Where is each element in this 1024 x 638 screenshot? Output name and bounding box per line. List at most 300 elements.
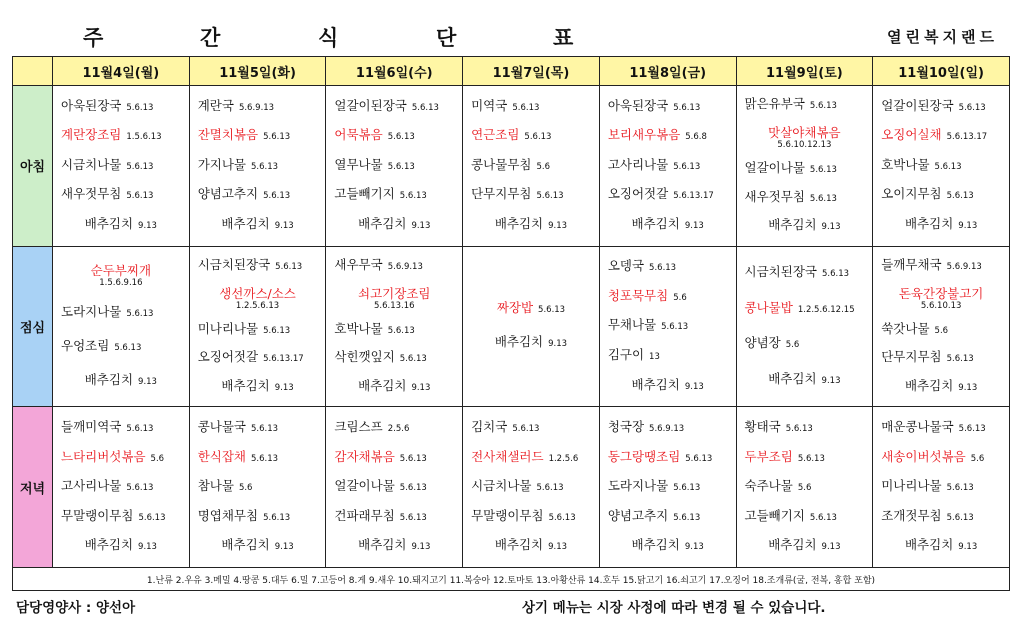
day-header: 11월10일(일) (873, 57, 1010, 86)
day-header: 11월5일(화) (189, 57, 326, 86)
menu-item (190, 257, 326, 275)
menu-item-name: 무말랭이무침 (471, 507, 544, 523)
allergen-code: 9.13 (958, 382, 978, 393)
menu-item (326, 157, 462, 175)
meal-row (13, 86, 1010, 247)
menu-item (190, 127, 326, 145)
menu-item (190, 419, 326, 437)
allergen-code: 5.6.13 (958, 102, 986, 113)
page-title (0, 22, 640, 52)
menu-item-name: 보리새우볶음 (607, 127, 681, 143)
menu-cell (736, 407, 873, 568)
menu-item (873, 216, 1009, 234)
menu-item (737, 371, 873, 389)
allergen-code: 5.6.13 (126, 483, 154, 494)
allergen-code: 5.6.13 (251, 423, 279, 434)
allergen-code: 5.6.13 (809, 193, 837, 204)
menu-item (326, 257, 462, 275)
allergen-code: 5.6.13 (538, 305, 566, 316)
menu-item-name: 얼갈이된장국 (334, 97, 407, 113)
allergen-code: 1.2.5.6 (548, 453, 579, 464)
allergen-code: 5.6.13 (399, 512, 427, 523)
menu-item (737, 537, 873, 555)
allergen-code: 5.6.13 (673, 102, 701, 113)
menu-item (53, 98, 189, 116)
allergen-code: 5.6 (673, 292, 687, 303)
menu-item-name: 한식잡채 (197, 448, 247, 464)
allergen-code: 5.6.13 (275, 262, 303, 273)
menu-item (190, 449, 326, 467)
menu-item (53, 419, 189, 437)
allergen-code: 5.6.13 (399, 191, 427, 202)
allergen-code: 5.6 (150, 453, 165, 464)
allergen-code: 1.2.5.6.12.15 (797, 304, 855, 315)
menu-item (600, 288, 736, 306)
menu-item-name: 배추김치 (768, 537, 817, 553)
allergen-code: 5.6.8 (685, 132, 707, 143)
menu-item-name: 새우젓무침 (61, 186, 122, 202)
allergen-code: 9.13 (958, 221, 978, 232)
menu-item (53, 449, 189, 467)
menu-item-name: 명엽채무침 (197, 507, 259, 523)
menu-item-name: 배추김치 (494, 537, 544, 553)
dietitian-name: 담당영양사 : 양선아 (16, 600, 136, 616)
allergen-code: 5.6.13 (126, 102, 154, 113)
menu-item (190, 378, 326, 396)
menu-item (873, 98, 1009, 116)
title-char: 주 (83, 26, 104, 50)
menu-item-name: 생선까스/소스 (219, 285, 296, 301)
menu-item-name: 단무지무침 (881, 349, 942, 365)
allergen-code: 9.13 (821, 542, 841, 553)
allergen-code: 5.6 (238, 483, 253, 494)
meal-label: 아침 (13, 86, 53, 247)
allergen-code: 5.6 (536, 161, 551, 172)
allergen-code: 5.6.13 (251, 161, 279, 172)
allergen-code: 9.13 (274, 221, 294, 232)
menu-cell (463, 86, 600, 247)
allergen-code: 9.13 (548, 221, 568, 232)
menu-item (873, 419, 1009, 437)
day-header: 11월6일(수) (326, 57, 463, 86)
menu-item (463, 478, 599, 496)
menu-item (53, 263, 189, 288)
menu-item (463, 216, 599, 234)
title-char: 단 (436, 26, 457, 50)
allergen-code: 1.5.6.13 (126, 132, 162, 143)
menu-cell (873, 246, 1010, 407)
menu-item (600, 537, 736, 555)
menu-item-name: 황태국 (744, 418, 781, 434)
allergen-code: 9.13 (821, 222, 841, 233)
menu-cell (53, 86, 190, 247)
allergen-code: 5.6.13 (685, 453, 713, 464)
allergen-code: 5.6.13 (785, 423, 813, 434)
title-char: 식 (318, 26, 339, 50)
allergen-code: 9.13 (138, 221, 157, 232)
allergen-code: 9.13 (548, 542, 568, 553)
menu-item-name: 배추김치 (358, 216, 407, 232)
menu-item-name: 배추김치 (904, 537, 954, 553)
menu-item-name: 순두부찌개 (90, 262, 152, 278)
menu-item (737, 217, 873, 235)
menu-item (53, 304, 189, 322)
allergen-code: 9.13 (548, 339, 568, 350)
menu-item (326, 216, 462, 234)
menu-item-name: 양념고추지 (607, 507, 669, 523)
menu-item-name: 조개젓무침 (881, 507, 942, 523)
menu-item-name: 배추김치 (494, 334, 544, 350)
menu-item-name: 삭힌깻잎지 (334, 349, 395, 365)
menu-item (600, 216, 736, 234)
allergen-code: 13 (649, 352, 660, 363)
menu-item-name: 도라지나물 (61, 303, 122, 319)
menu-item (326, 449, 462, 467)
menu-item (600, 449, 736, 467)
day-header: 11월4일(월) (53, 57, 190, 86)
menu-item (737, 508, 873, 526)
menu-item-name: 건파래무침 (334, 507, 395, 523)
allergen-code: 9.13 (138, 542, 157, 553)
menu-item-name: 얼갈이나물 (334, 478, 395, 494)
menu-item (463, 157, 599, 175)
menu-item-name: 쑥갓나물 (881, 320, 930, 336)
menu-item (463, 98, 599, 116)
menu-item-name: 배추김치 (221, 377, 270, 393)
allergen-code: 9.13 (274, 382, 294, 393)
menu-item-name: 배추김치 (631, 537, 680, 553)
menu-cell (736, 246, 873, 407)
menu-cell (873, 407, 1010, 568)
menu-item-name: 얼갈이나물 (744, 160, 805, 176)
menu-cell (599, 246, 736, 407)
header-corner (13, 57, 53, 86)
menu-item (463, 334, 599, 352)
menu-item (600, 419, 736, 437)
menu-item-name: 배추김치 (768, 217, 817, 233)
meal-label: 점심 (13, 246, 53, 407)
menu-item (53, 537, 189, 555)
menu-item-name: 호박나물 (881, 156, 930, 172)
menu-item-name: 고사리나물 (607, 156, 669, 172)
menu-item-name: 오징어젓갈 (197, 349, 259, 365)
allergen-code: 5.6.9.13 (238, 102, 275, 113)
menu-item-name: 고들빼기지 (334, 186, 395, 202)
title-char: 표 (553, 26, 574, 50)
menu-item-name: 오이지무침 (881, 186, 942, 202)
menu-item-name: 콩나물무침 (471, 156, 532, 172)
menu-item-name: 콩나물국 (197, 418, 247, 434)
menu-item-name: 양념장 (744, 335, 781, 351)
menu-item-name: 콩나물밥 (744, 299, 793, 315)
menu-item (600, 98, 736, 116)
menu-item-name: 오뎅국 (607, 258, 645, 274)
allergen-code: 5.6.13 (524, 132, 552, 143)
menu-item-name: 쇠고기장조림 (358, 285, 431, 301)
menu-item (737, 300, 873, 318)
allergen-code: 5.6.13 (399, 483, 427, 494)
menu-item-name: 두부조림 (744, 448, 793, 464)
allergen-code: 9.13 (138, 377, 157, 388)
menu-item (873, 478, 1009, 496)
menu-item (600, 127, 736, 145)
menu-item (326, 286, 462, 311)
menu-item (326, 186, 462, 204)
allergen-code: 5.6.13 (797, 453, 825, 464)
allergen-code: 5.6 (785, 340, 800, 351)
day-header-row (13, 57, 1010, 86)
allergen-code: 5.6.13 (126, 161, 154, 172)
menu-item-name: 호박나물 (334, 320, 383, 336)
allergen-code: 2.5.6 (387, 423, 410, 434)
allergen-code: 9.13 (821, 375, 841, 386)
allergen-code: 5.6.13 (114, 343, 142, 354)
menu-item (873, 286, 1009, 311)
menu-item (873, 186, 1009, 204)
menu-item-name: 얼갈이된장국 (881, 97, 954, 113)
menu-item (737, 160, 873, 178)
menu-item (600, 377, 736, 395)
allergen-code: 5.6.13 (946, 512, 974, 523)
allergy-note: 1.난류 2.우유 3.메밀 4.땅콩 5.대두 6.밀 7.고등어 8.게 9.새우 10.돼지고기 11.복숭아 12.토마토 13.아황산류 14.호두 15.닭고기 16.쇠고기 17.오징어 18.조개류(굴, 전복, 홍합 포함) (13, 568, 1010, 591)
allergen-code: 5.6.13 (399, 354, 427, 365)
allergen-code: 5.6.13 (958, 423, 986, 434)
allergen-code: 5.6.13 (411, 102, 439, 113)
menu-item-name: 고사리나물 (61, 478, 122, 494)
menu-item (53, 216, 189, 234)
menu-item (873, 321, 1009, 339)
menu-item (873, 257, 1009, 275)
menu-item (873, 508, 1009, 526)
menu-item-name: 연근조림 (471, 127, 520, 143)
menu-item-name: 열무나물 (334, 156, 383, 172)
menu-item-name: 가지나물 (197, 156, 247, 172)
menu-item-name: 돈육간장불고기 (898, 285, 984, 301)
menu-item-name: 매운콩나물국 (881, 418, 954, 434)
allergen-code: 9.13 (684, 381, 704, 392)
menu-item-name: 숙주나물 (744, 478, 793, 494)
allergen-code: 5.6.13 (263, 191, 291, 202)
menu-item-name: 도라지나물 (607, 478, 669, 494)
allergen-code: 5.6.13.16 (373, 300, 415, 311)
menu-item-name: 배추김치 (904, 216, 954, 232)
weekly-menu-table (12, 56, 1010, 591)
menu-item-name: 맑은유부국 (744, 96, 805, 112)
allergen-code: 9.13 (684, 542, 704, 553)
allergen-code: 5.6.13 (809, 165, 837, 176)
menu-item-name: 단무지무침 (471, 186, 532, 202)
menu-item-name: 크림스프 (334, 418, 383, 434)
menu-item (190, 321, 326, 339)
menu-item (53, 157, 189, 175)
allergen-code: 5.6.13 (387, 325, 415, 336)
menu-item (53, 186, 189, 204)
menu-item-name: 무말랭이무침 (61, 507, 134, 523)
menu-item-name: 배추김치 (84, 372, 134, 388)
menu-cell (189, 86, 326, 247)
allergen-code: 5.6.9.13 (946, 262, 982, 273)
menu-cell (189, 246, 326, 407)
allergen-code: 5.6.13 (536, 191, 564, 202)
menu-item (190, 157, 326, 175)
menu-item (600, 317, 736, 335)
menu-item (190, 537, 326, 555)
allergen-code: 5.6.13.17 (263, 354, 304, 365)
menu-cell (189, 407, 326, 568)
allergen-code: 5.6.13.17 (673, 191, 714, 202)
allergy-row (13, 568, 1010, 591)
menu-item (737, 419, 873, 437)
allergen-code: 5.6.13 (126, 191, 154, 202)
allergen-code: 5.6.13.17 (946, 132, 988, 143)
menu-item (326, 419, 462, 437)
menu-cell (326, 407, 463, 568)
allergen-code: 5.6.13 (399, 453, 427, 464)
allergen-code: 5.6.13 (673, 512, 701, 523)
menu-cell (599, 407, 736, 568)
menu-item-name: 배추김치 (84, 216, 134, 232)
menu-item (326, 478, 462, 496)
menu-item (600, 186, 736, 204)
menu-item (737, 189, 873, 207)
allergen-code: 9.13 (411, 221, 431, 232)
menu-item (737, 478, 873, 496)
allergen-code: 5.6 (970, 453, 985, 464)
day-header: 11월7일(목) (463, 57, 600, 86)
allergen-code: 5.6.10.12.13 (777, 139, 832, 150)
menu-item-name: 배추김치 (904, 377, 954, 393)
menu-item (190, 349, 326, 367)
menu-item (53, 372, 189, 390)
menu-item-name: 무채나물 (607, 317, 657, 333)
menu-item-name: 새우무국 (334, 257, 383, 273)
menu-item-name: 아욱된장국 (61, 97, 122, 113)
allergen-code: 5.6.13 (126, 308, 154, 319)
menu-item-name: 시금치나물 (61, 156, 122, 172)
menu-item (463, 300, 599, 318)
menu-item (53, 478, 189, 496)
allergen-code: 5.6.13 (946, 483, 974, 494)
menu-item-name: 양념고추지 (197, 186, 259, 202)
menu-item-name: 미나리나물 (197, 320, 259, 336)
menu-item-name: 들깨무채국 (881, 257, 942, 273)
menu-item (463, 508, 599, 526)
menu-item-name: 배추김치 (631, 216, 680, 232)
menu-item (463, 419, 599, 437)
menu-cell (326, 246, 463, 407)
menu-item-name: 배추김치 (631, 376, 680, 392)
menu-item-name: 어묵볶음 (334, 127, 383, 143)
allergen-code: 9.13 (411, 542, 431, 553)
menu-item (190, 508, 326, 526)
menu-item (873, 449, 1009, 467)
allergen-code: 5.6 (797, 483, 812, 494)
allergen-code: 5.6.13 (263, 132, 291, 143)
allergen-code: 5.6.13 (649, 263, 677, 274)
menu-cell (326, 86, 463, 247)
allergen-code: 1.5.6.9.16 (99, 277, 143, 288)
meal-row (13, 246, 1010, 407)
menu-item (326, 537, 462, 555)
menu-item-name: 배추김치 (358, 537, 407, 553)
menu-item-name: 고들빼기지 (744, 507, 805, 523)
day-header: 11월9일(토) (736, 57, 873, 86)
menu-item-name: 아욱된장국 (607, 97, 669, 113)
menu-item (326, 321, 462, 339)
menu-cell (463, 407, 600, 568)
menu-item-name: 우엉조림 (61, 338, 110, 354)
menu-item (737, 264, 873, 282)
allergen-code: 5.6.13 (809, 101, 837, 112)
menu-item (326, 508, 462, 526)
menu-item-name: 감자채볶음 (334, 448, 395, 464)
menu-item (326, 349, 462, 367)
menu-item-name: 계란국 (197, 97, 234, 113)
menu-item-name: 배추김치 (84, 537, 134, 553)
menu-item (190, 98, 326, 116)
allergen-code: 5.6.13 (821, 269, 850, 280)
menu-item (600, 157, 736, 175)
allergen-code: 9.13 (684, 221, 704, 232)
menu-item (190, 478, 326, 496)
menu-cell (873, 86, 1010, 247)
menu-cell (736, 86, 873, 247)
menu-item (326, 98, 462, 116)
menu-item (737, 335, 873, 353)
menu-item (737, 125, 873, 150)
menu-cell (599, 86, 736, 247)
menu-item-name: 미역국 (471, 97, 508, 113)
meal-label: 저녁 (13, 407, 53, 568)
menu-item (600, 347, 736, 365)
menu-item-name: 배추김치 (494, 216, 544, 232)
menu-item (873, 349, 1009, 367)
allergen-code: 1.2.5.6.13 (235, 300, 280, 311)
menu-item-name: 배추김치 (358, 377, 407, 393)
allergen-code: 5.6.13 (512, 423, 540, 434)
menu-item (53, 508, 189, 526)
menu-item-name: 청국장 (607, 418, 645, 434)
allergen-code: 5.6.13 (946, 191, 974, 202)
menu-item (463, 449, 599, 467)
menu-item (190, 216, 326, 234)
allergen-code: 5.6.9.13 (387, 262, 423, 273)
menu-cell (463, 246, 600, 407)
menu-item-name: 새송이버섯볶음 (881, 448, 966, 464)
menu-cell (53, 407, 190, 568)
allergen-code: 5.6.9.13 (649, 423, 685, 434)
menu-item-name: 시금치나물 (471, 478, 532, 494)
allergen-code: 5.6.13 (946, 354, 974, 365)
allergen-code: 5.6.13 (263, 512, 291, 523)
allergen-code: 9.13 (274, 542, 294, 553)
menu-item-name: 배추김치 (221, 216, 270, 232)
day-header: 11월8일(금) (599, 57, 736, 86)
allergen-code: 5.6.13 (387, 161, 415, 172)
menu-item-name: 들깨미역국 (61, 418, 122, 434)
allergen-code: 5.6.13 (673, 483, 701, 494)
menu-item (463, 186, 599, 204)
title-char: 간 (200, 26, 221, 50)
allergen-code: 5.6.13 (138, 512, 166, 523)
menu-item-name: 참나물 (197, 478, 234, 494)
menu-item-name: 맛살야채볶음 (768, 124, 841, 140)
allergen-code: 5.6.13 (661, 322, 689, 333)
organization-name: 열린복지랜드 (887, 28, 998, 46)
menu-item (873, 378, 1009, 396)
menu-item (326, 127, 462, 145)
menu-item-name: 전사채샐러드 (471, 448, 544, 464)
